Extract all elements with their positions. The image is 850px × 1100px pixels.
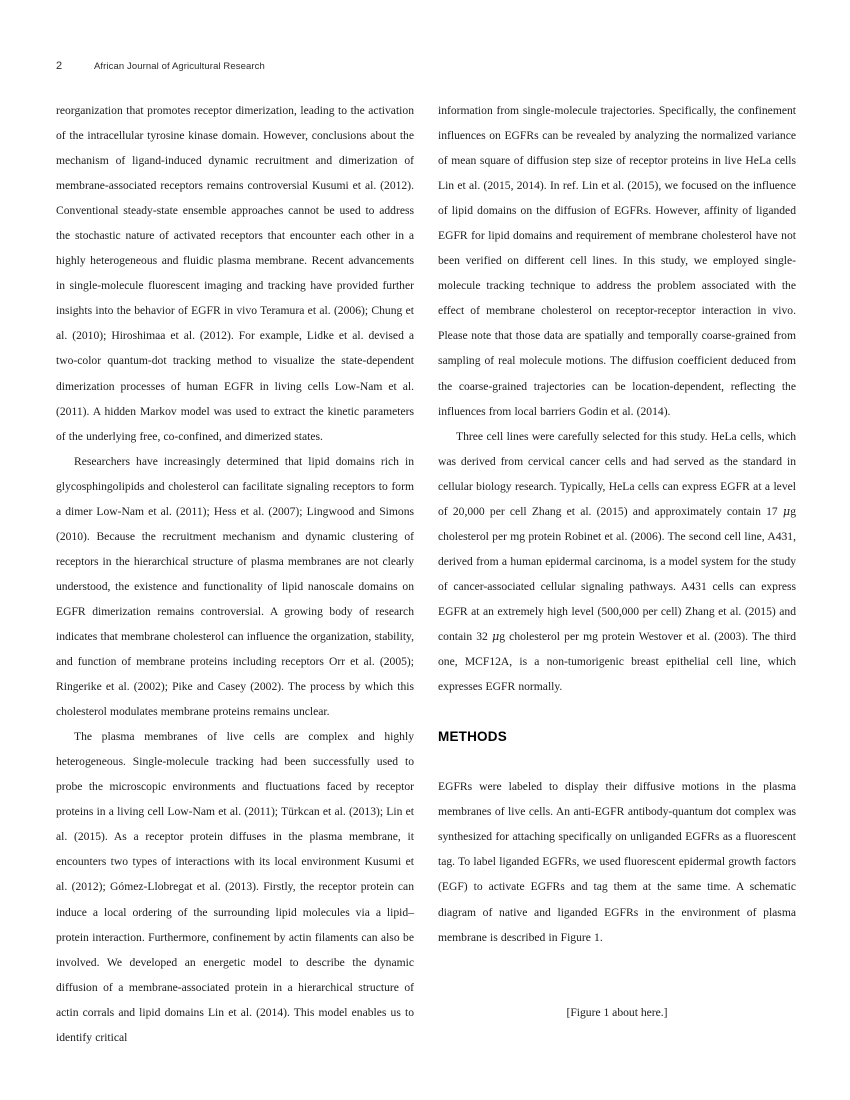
figure-placeholder-note: [Figure 1 about here.] bbox=[566, 1005, 668, 1019]
left-column bbox=[56, 98, 414, 1050]
spacer bbox=[438, 975, 796, 1000]
paragraph-segment: g cholesterol per mg protein Westover et al. (2003). The third one, MCF12A, is a non-tumorigenic breast epithelial cell line, which expresses EGFR normally. bbox=[438, 629, 797, 694]
paragraph: information from single-molecule trajectories. Specifically, the confinement influences on EGFRs can be revealed by analyzing the normalized variance of mean square of diffusion step size of receptor proteins in live HeLa cells Lin et al. (2015, 2014). In ref. Lin et al. (2015), we focused on the influence of lipid domains on the diffusion of EGFRs. However, affinity of liganded EGFR for lipid domains and requirement of membrane cholesterol have not been verified on different cell lines. In this study, we employed single-molecule tracking technique to address the problem associated with the effect of membrane cholesterol on receptor-receptor interaction in vivo. Please note that those data are spatially and temporally coarse-grained from sampling of real molecule motions. The diffusion coefficient deduced from the coarse-grained trajectories can be location-dependent, reflecting the influences from local barriers Godin et al. (2014). bbox=[438, 104, 796, 418]
paragraph: The plasma membranes of live cells are complex and highly heterogeneous. Single-molecule tracking had been successfully used to probe the microscopic environments and fluctuations faced by receptor proteins in a living cell Low-Nam et al. (2011); Türkcan et al. (2013); Lin et al. (2015). As a receptor protein diffuses in the plasma membrane, it encounters two types of interactions with its local environment Kusumi et al. (2012); Gómez-Llobregat et al. (2013). Firstly, the receptor protein can induce a local ordering of the surrounding lipid molecules via a lipid–protein interaction. Furthermore, confinement by actin filaments can also be involved. We developed an energetic model to describe the dynamic diffusion of a membrane-associated protein in a hierarchical structure of actin corrals and lipid domains Lin et al. (2014). This model enables us to identify critical bbox=[56, 730, 414, 1044]
journal-title: African Journal of Agricultural Research bbox=[94, 61, 265, 72]
paragraph-segment: Three cell lines were carefully selected for this study. HeLa cells, which was derived from cervical cancer cells and had served as the standard in cellular biology research. Typically, HeLa cells can express EGFR at a level of 20,000 per cell Zhang et al. (2015) and approximately contain 17 bbox=[438, 429, 796, 518]
paragraph-cell-lines bbox=[438, 424, 796, 700]
spacer bbox=[438, 950, 796, 975]
paragraph: reorganization that promotes receptor dimerization, leading to the activation of the intracellular tyrosine kinase domain. However, conclusions about the mechanism of ligand-induced dynamic recruitment and dimerization of membrane-associated receptors remains controversial Kusumi et al. (2012). Conventional steady-state ensemble approaches cannot be used to address the stochastic nature of activated receptors that encounter each other in a highly heterogeneous and fluidic plasma membrane. Recent advancements in single-molecule fluorescent imaging and tracking have provided further insights into the behavior of EGFR in vivo Teramura et al. (2006); Chung et al. (2010); Hiroshimaa et al. (2012). For example, Lidke et al. devised a two-color quantum-dot tracking method to visualize the state-dependent dimerization processes of human EGFR in living cells Low-Nam et al. (2011). A hidden Markov model was used to extract the kinetic parameters of the underlying free, co-confined, and dimerized states. bbox=[56, 104, 414, 443]
spacer bbox=[438, 749, 796, 774]
spacer bbox=[438, 699, 796, 724]
paragraph-methods: EGFRs were labeled to display their diffusive motions in the plasma membranes of live cells. An anti-EGFR antibody-quantum dot complex was synthesized for attaching specifically on unliganded EGFRs as a fluorescent tag. To label liganded EGFRs, we used fluorescent epidermal growth factors (EGF) to activate EGFRs and tag them at the same time. A schematic diagram of native and liganded EGFRs in the environment of plasma membrane is described in Figure 1. bbox=[438, 780, 796, 944]
page-number: 2 bbox=[56, 60, 63, 72]
section-heading-methods: METHODS bbox=[438, 729, 507, 745]
paragraph: Researchers have increasingly determined that lipid domains rich in glycosphingolipids and cholesterol can facilitate signaling receptors to form a dimer Low-Nam et al. (2011); Hess et al. (2007); Lingwood and Simons (2010). Because the recruitment mechanism and dynamic clustering of receptors in the hierarchical structure of plasma membranes are not clearly understood, the existence and functionality of lipid nanoscale domains on EGFR dimerization remains controversial. A growing body of research indicates that membrane cholesterol can influence the organization, stability, and function of membrane proteins including receptors Orr et al. (2005); Ringerike et al. (2002); Pike and Casey (2002). The process by which this cholesterol modulates membrane proteins remains unclear. bbox=[56, 454, 414, 719]
micro-symbol: μ bbox=[782, 504, 791, 518]
running-head bbox=[56, 60, 796, 76]
micro-symbol: μ bbox=[491, 629, 500, 643]
two-column-body bbox=[56, 98, 796, 1050]
paragraph-segment: g cholesterol per mg protein Robinet et al. (2006). The second cell line, A431, derived from a human epidermal carcinoma, is a model system for the study of cancer-associated cellular signaling pathways. A431 cells can express EGFR at an extremely high level (500,000 per cell) Zhang et al. (2015) and contain 32 bbox=[438, 504, 796, 643]
right-column bbox=[438, 98, 796, 1050]
